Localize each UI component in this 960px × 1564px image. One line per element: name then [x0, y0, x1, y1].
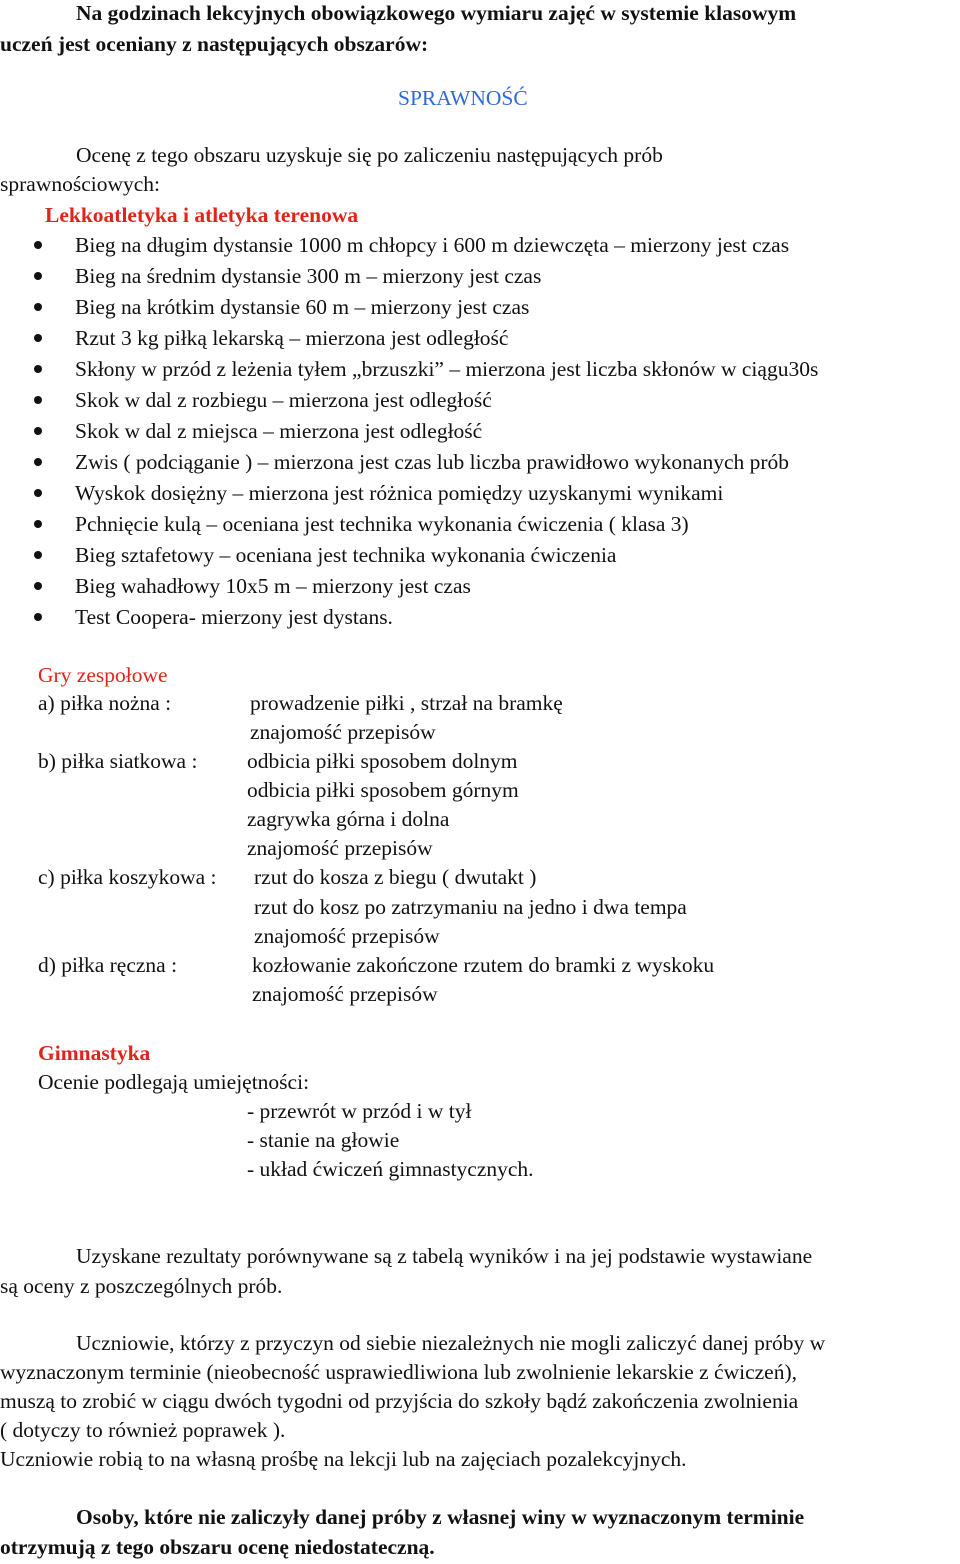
volleyball-skill: znajomość przepisów [247, 836, 433, 860]
list-item: Rzut 3 kg piłką lekarską – mierzona jest odległość [75, 326, 509, 350]
gymnastics-skill: - stanie na głowie [247, 1128, 400, 1152]
list-item: Skok w dal z miejsca – mierzona jest odległość [75, 419, 483, 443]
bullet-icon [34, 396, 42, 404]
results-paragraph-line-2: są oceny z poszczególnych prób. [0, 1274, 283, 1298]
football-skill: znajomość przepisów [250, 720, 436, 744]
volleyball-skill: odbicia piłki sposobem górnym [247, 778, 519, 802]
warning-line-1: Osoby, które nie zaliczyły danej próby z własnej winy w wyznaczonym terminie [76, 1505, 805, 1529]
volleyball-skill: zagrywka górna i dolna [247, 807, 450, 831]
makeup-paragraph-line-4: ( dotyczy to również poprawek ). [0, 1418, 286, 1442]
gymnastics-heading: Gimnastyka [38, 1041, 151, 1065]
volleyball-skill: odbicia piłki sposobem dolnym [247, 749, 518, 773]
team-games-heading: Gry zespołowe [38, 663, 168, 687]
list-item: Test Coopera- mierzony jest dystans. [75, 605, 393, 629]
list-item: Bieg sztafetowy – oceniana jest technika wykonania ćwiczenia [75, 543, 617, 567]
list-item: Skłony w przód z leżenia tyłem „brzuszki” – mierzona jest liczba skłonów w ciągu30s [75, 357, 819, 381]
basketball-skill: rzut do kosza z biegu ( dwutakt ) [254, 865, 537, 889]
intro-line-2: uczeń jest oceniany z następujących obszarów: [0, 32, 429, 56]
section-intro-line-1: Ocenę z tego obszaru uzyskuje się po zaliczeniu następujących prób [76, 143, 663, 167]
warning-line-2: otrzymują z tego obszaru ocenę niedostateczną. [0, 1535, 435, 1559]
basketball-skill: znajomość przepisów [254, 924, 440, 948]
makeup-paragraph-line-2: wyznaczonym terminie (nieobecność usprawiedliwiona lub zwolnienie lekarskie z ćwiczeń), [0, 1360, 797, 1384]
basketball-skill: rzut do kosz po zatrzymaniu na jedno i dwa tempa [254, 895, 687, 919]
bullet-icon [34, 458, 42, 466]
bullet-icon [34, 303, 42, 311]
bullet-icon [34, 334, 42, 342]
list-item: Zwis ( podciąganie ) – mierzona jest czas lub liczba prawidłowo wykonanych prób [75, 450, 790, 474]
bullet-icon [34, 520, 42, 528]
makeup-paragraph-line-3: muszą to zrobić w ciągu dwóch tygodni od przyjścia do szkoły bądź zakończenia zwolnienia [0, 1389, 799, 1413]
makeup-paragraph-line-1: Uczniowie, którzy z przyczyn od siebie niezależnych nie mogli zaliczyć danej próby w [76, 1331, 826, 1355]
list-item: Bieg na długim dystansie 1000 m chłopcy i 600 m dziewczęta – mierzony jest czas [75, 233, 790, 257]
section-intro-line-2: sprawnościowych: [0, 172, 161, 196]
athletics-heading: Lekkoatletyka i atletyka terenowa [45, 203, 359, 227]
handball-skill: znajomość przepisów [252, 982, 438, 1006]
bullet-icon [34, 551, 42, 559]
bullet-icon [34, 241, 42, 249]
gymnastics-intro: Ocenie podlegają umiejętności: [38, 1070, 310, 1094]
section-title: SPRAWNOŚĆ [398, 86, 528, 110]
bullet-icon [34, 582, 42, 590]
gymnastics-skill: - układ ćwiczeń gimnastycznych. [247, 1157, 534, 1181]
handball-label: d) piłka ręczna : [38, 953, 178, 977]
bullet-icon [34, 365, 42, 373]
basketball-label: c) piłka koszykowa : [38, 865, 217, 889]
gymnastics-skill: - przewrót w przód i w tył [247, 1099, 472, 1123]
bullet-icon [34, 613, 42, 621]
bullet-icon [34, 272, 42, 280]
intro-line-1: Na godzinach lekcyjnych obowiązkowego wymiaru zajęć w systemie klasowym [76, 1, 797, 25]
list-item: Pchnięcie kulą – oceniana jest technika wykonania ćwiczenia ( klasa 3) [75, 512, 689, 536]
list-item: Bieg na średnim dystansie 300 m – mierzony jest czas [75, 264, 542, 288]
bullet-icon [34, 489, 42, 497]
list-item: Wyskok dosiężny – mierzona jest różnica pomiędzy uzyskanymi wynikami [75, 481, 724, 505]
volleyball-label: b) piłka siatkowa : [38, 749, 198, 773]
handball-skill: kozłowanie zakończone rzutem do bramki z wyskoku [252, 953, 715, 977]
football-skill: prowadzenie piłki , strzał na bramkę [250, 691, 563, 715]
bullet-icon [34, 427, 42, 435]
request-paragraph: Uczniowie robią to na własną prośbę na lekcji lub na zajęciach pozalekcyjnych. [0, 1447, 687, 1471]
list-item: Skok w dal z rozbiegu – mierzona jest odległość [75, 388, 492, 412]
list-item: Bieg na krótkim dystansie 60 m – mierzony jest czas [75, 295, 530, 319]
football-label: a) piłka nożna : [38, 691, 172, 715]
results-paragraph-line-1: Uzyskane rezultaty porównywane są z tabelą wyników i na jej podstawie wystawiane [76, 1244, 813, 1268]
list-item: Bieg wahadłowy 10x5 m – mierzony jest czas [75, 574, 471, 598]
